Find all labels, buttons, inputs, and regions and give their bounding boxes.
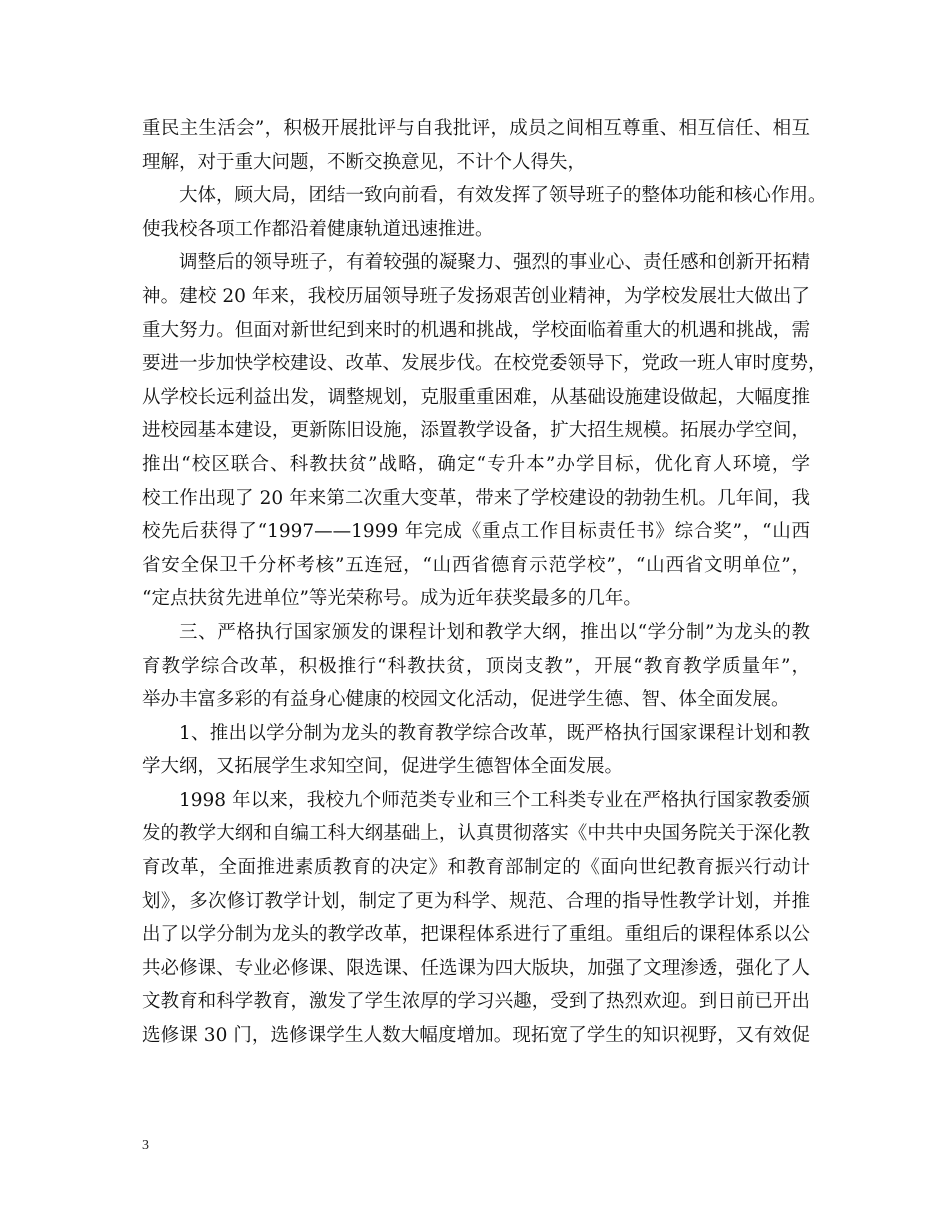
text-line: 1998 年以来，我校九个师范类专业和三个工科类专业在严格执行国家教委颁 [179, 789, 810, 811]
text-line: 出了以学分制为龙头的教学改革，把课程体系进行了重组。重组后的课程体系以公 [142, 924, 810, 946]
text-line: 划》，多次修订教学计划，制定了更为科学、规范、合理的指导性教学计划，并推 [142, 890, 810, 912]
text-line: 大体，顾大局，团结一致向前看，有效发挥了领导班子的整体功能和核心作用。 [179, 185, 827, 207]
document-body [142, 112, 827, 1053]
text-line: 神。建校 20 年来，我校历届领导班子发扬艰苦创业精神，为学校发展壮大做出了 [142, 285, 810, 307]
text-line: 校先后获得了“1997——1999 年完成《重点工作目标责任书》综合奖”，“山西 [142, 521, 810, 543]
text-line: 共必修课、专业必修课、限选课、任选课为四大版块，加强了文理渗透，强化了人 [142, 957, 810, 979]
text-line: 省安全保卫千分杯考核”五连冠，“山西省德育示范学校”，“山西省文明单位”， [142, 554, 810, 576]
text-line: 三、严格执行国家颁发的课程计划和教学大纲，推出以“学分制”为龙头的教 [179, 621, 810, 643]
text-line: “定点扶贫先进单位”等光荣称号。成为近年获奖最多的几年。 [142, 588, 642, 610]
text-line: 选修课 30 门，选修课学生人数大幅度增加。现拓宽了学生的知识视野，又有效促 [142, 1025, 810, 1047]
text-line: 推出“校区联合、科教扶贫”战略，确定“专升本”办学目标，优化育人环境，学 [142, 453, 810, 475]
text-line: 要进一步加快学校建设、改革、发展步伐。在校党委领导下，党政一班人审时度势， [142, 353, 827, 375]
text-line: 学大纲，又拓展学生求知空间，促进学生德智体全面发展。 [142, 756, 624, 778]
text-line: 1、推出以学分制为龙头的教育教学综合改革，既严格执行国家课程计划和教 [179, 722, 810, 744]
text-line: 进校园基本建设，更新陈旧设施，添置教学设备，扩大招生规模。拓展办学空间， [142, 420, 810, 442]
text-line: 重大努力。但面对新世纪到来时的机遇和挑战，学校面临着重大的机遇和挑战，需 [142, 319, 810, 341]
text-line: 校工作出现了 20 年来第二次重大变革，带来了学校建设的勃勃生机。几年间，我 [142, 487, 810, 509]
text-line: 文教育和科学教育，激发了学生浓厚的学习兴趣，受到了热烈欢迎。到日前已开出 [142, 991, 810, 1013]
text-line: 重民主生活会”，积极开展批评与自我批评，成员之间相互尊重、相互信任、相互 [142, 118, 810, 139]
text-line: 从学校长远利益出发，调整规划，克服重重困难，从基础设施建设做起，大幅度推 [142, 386, 810, 408]
text-line: 发的教学大纲和自编工科大纲基础上，认真贯彻落实《中共中央国务院关于深化教 [142, 823, 810, 845]
text-line: 育教学综合改革，积极推行“科教扶贫，顶岗支教”，开展“教育教学质量年”， [142, 655, 810, 677]
text-line: 举办丰富多彩的有益身心健康的校园文化活动，促进学生德、智、体全面发展。 [142, 689, 790, 711]
page-number: 3 [142, 1138, 149, 1153]
text-line: 理解，对于重大问题，不断交换意见，不计个人得失， [142, 151, 587, 173]
text-line: 使我校各项工作都沿着健康轨道迅速推进。 [142, 218, 494, 240]
text-line: 育改革，全面推进素质教育的决定》和教育部制定的《面向世纪教育振兴行动计 [142, 857, 810, 879]
text-line: 调整后的领导班子，有着较强的凝聚力、强烈的事业心、责任感和创新开拓精 [179, 252, 810, 274]
